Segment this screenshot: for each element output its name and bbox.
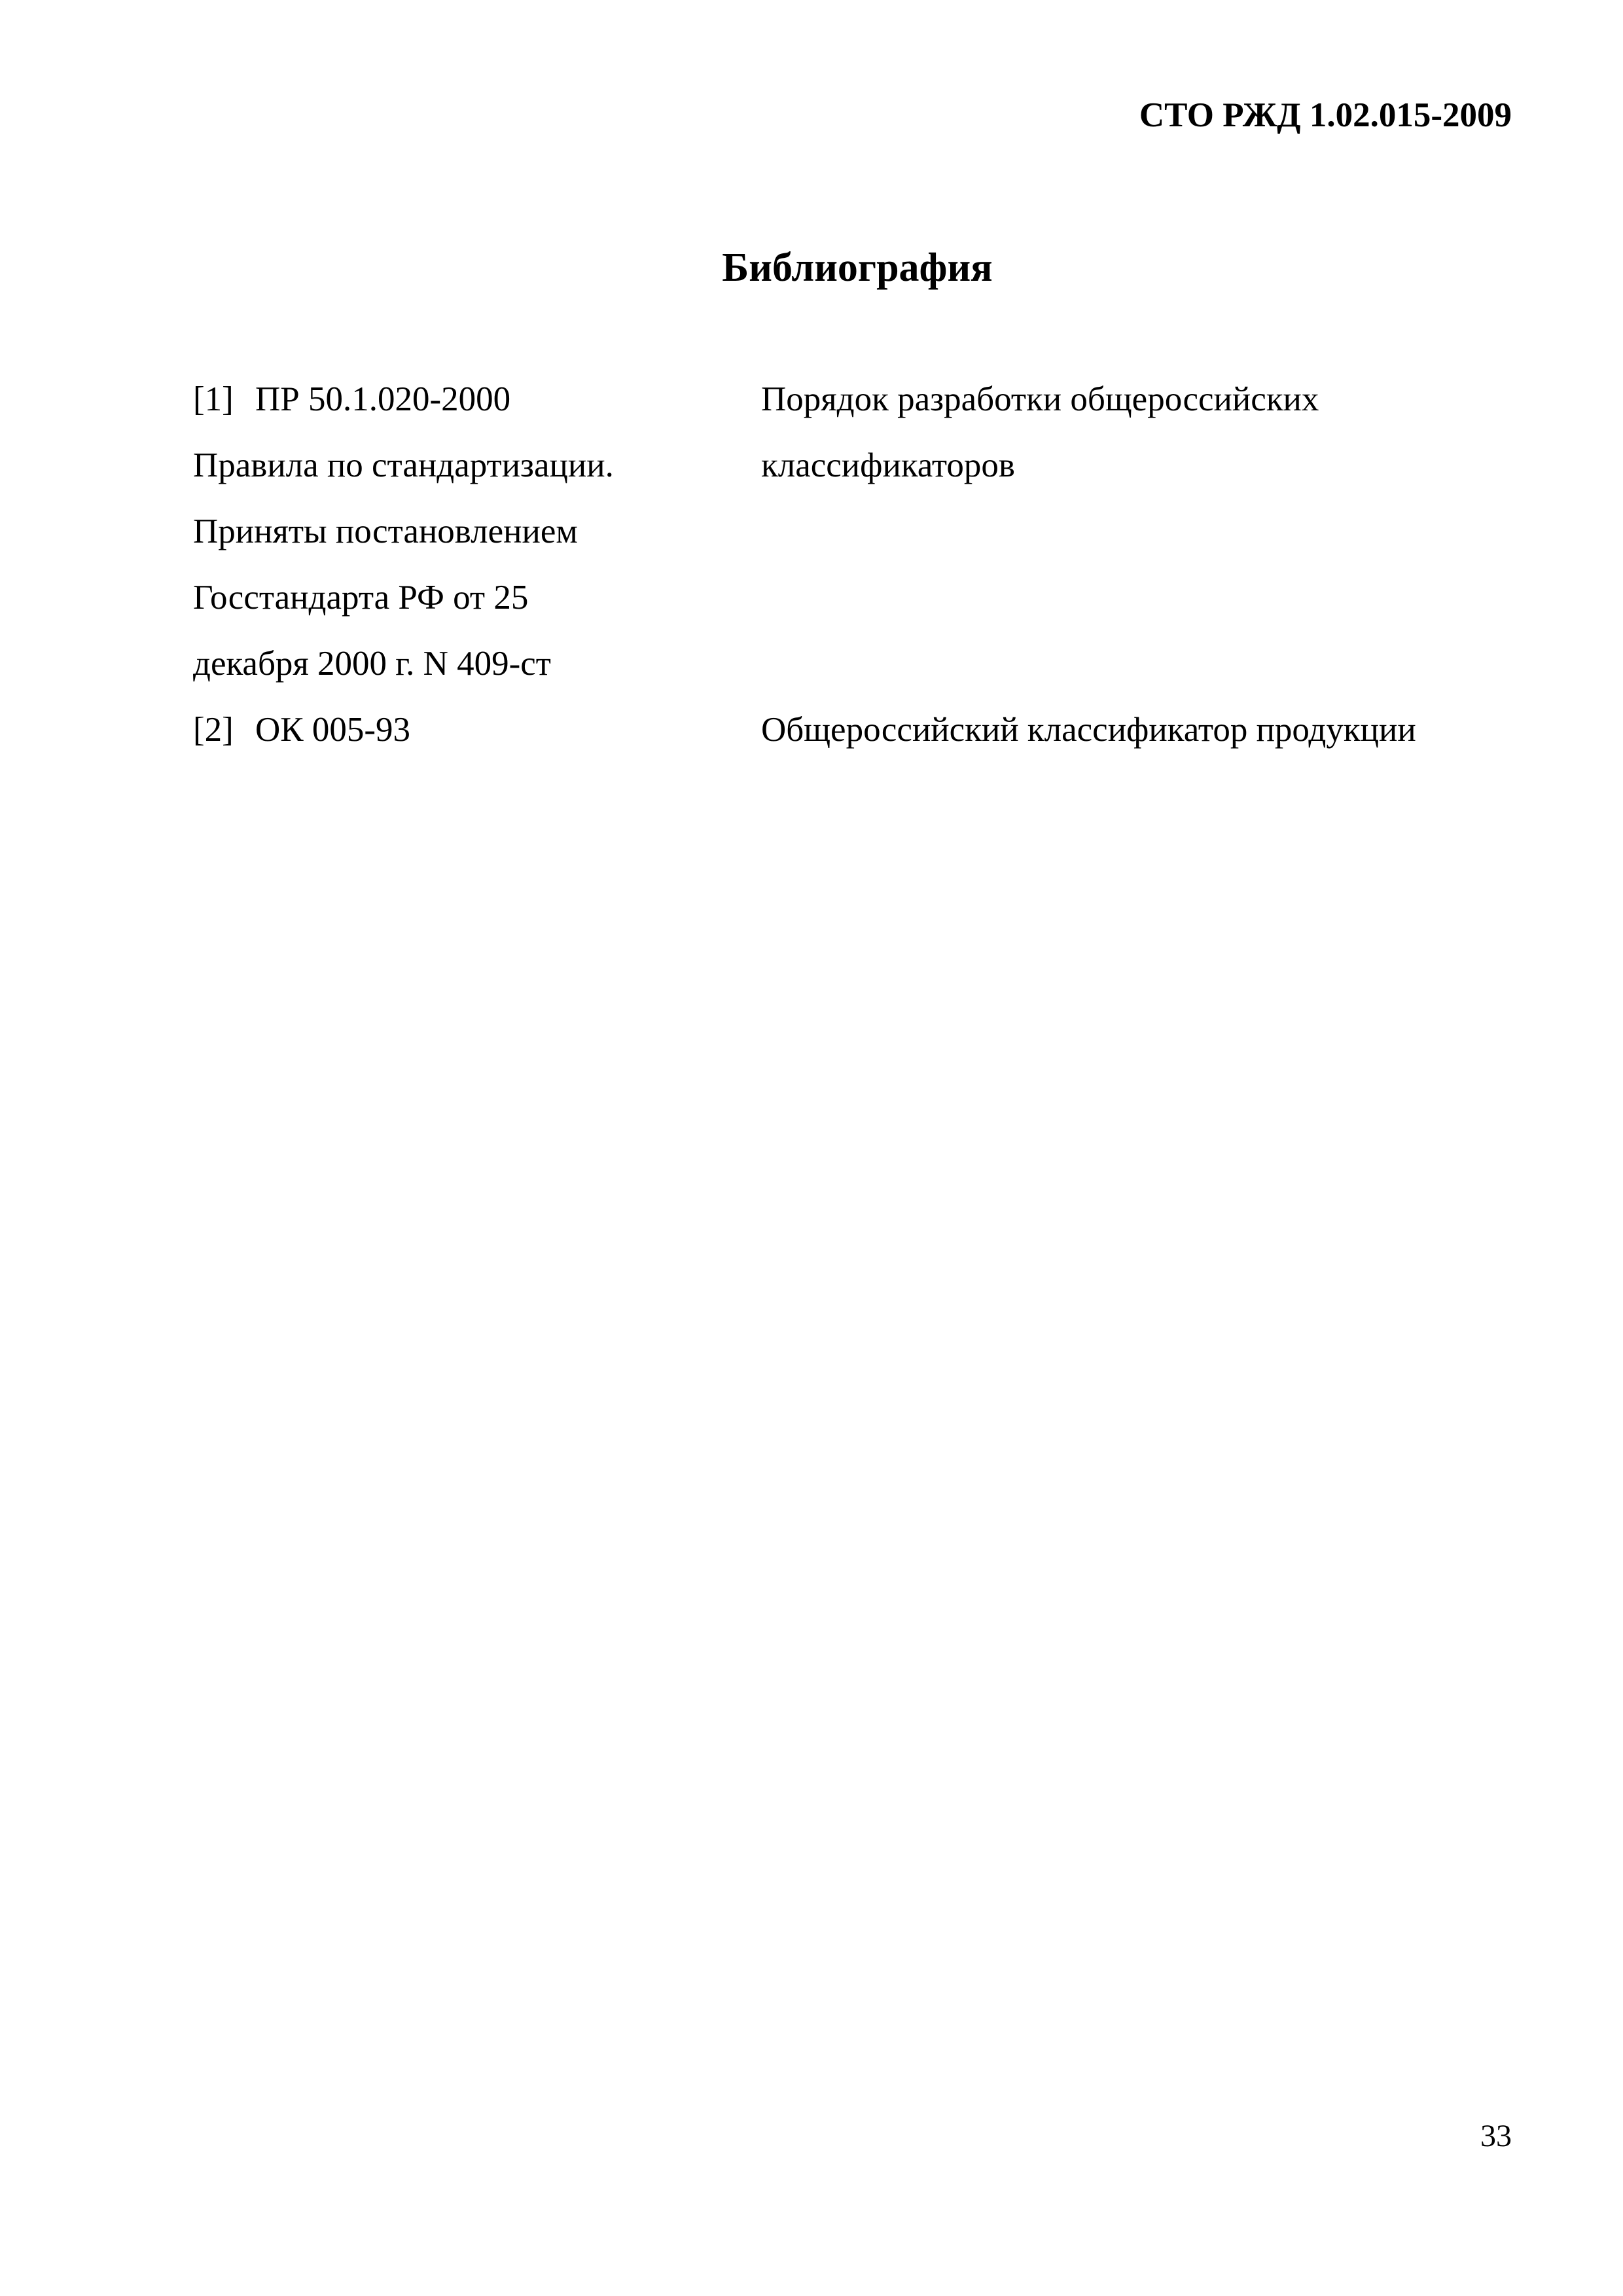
bibliography-entry-2 <box>193 697 1528 763</box>
entry-detail-line: декабря 2000 г. N 409-ст <box>193 645 551 683</box>
reference-number: [2] <box>193 711 234 749</box>
reference-designation: ПР 50.1.020-2000 <box>255 380 511 418</box>
reference-number: [1] <box>193 380 234 418</box>
document-code: СТО РЖД 1.02.015-2009 <box>1139 96 1512 134</box>
entry-title-column <box>761 697 1528 763</box>
page-number: 33 <box>1480 2119 1512 2153</box>
entry-designation-column <box>193 367 761 697</box>
entry-designation-column <box>193 697 761 763</box>
entry-title-column <box>761 367 1528 697</box>
reference-designation: ОК 005-93 <box>255 711 411 749</box>
entry-title-line: классификаторов <box>761 446 1015 484</box>
entry-designation-line <box>193 697 761 763</box>
entry-detail-line: Госстандарта РФ от 25 <box>193 579 529 617</box>
entry-designation-line <box>193 367 761 433</box>
bibliography-list <box>193 367 1528 763</box>
entry-detail-line: Приняты постановлением <box>193 512 578 550</box>
section-title: Библиография <box>722 245 993 290</box>
entry-detail-line: Правила по стандартизации. <box>193 446 614 484</box>
entry-title-line: Порядок разработки общероссийских <box>761 380 1319 418</box>
bibliography-entry-1 <box>193 367 1528 697</box>
entry-title-line: Общероссийский классификатор продукции <box>761 711 1416 749</box>
